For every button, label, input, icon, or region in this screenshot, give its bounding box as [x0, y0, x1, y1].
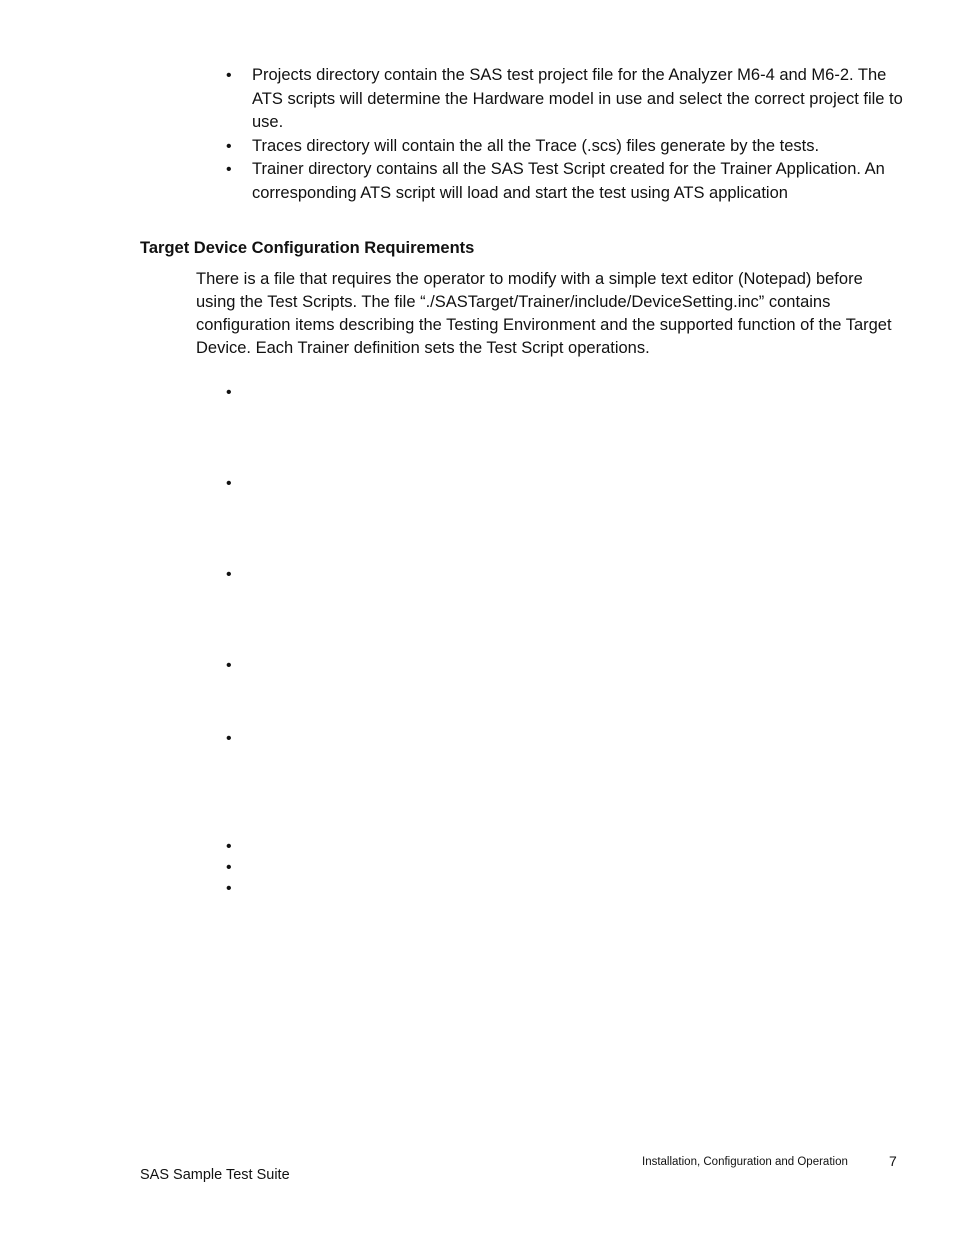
empty-bullet-marker: • [226, 859, 232, 876]
empty-bullet-marker: • [226, 838, 232, 855]
empty-bullet-marker: • [226, 880, 232, 897]
directory-bullet-list [226, 64, 906, 205]
empty-bullet-marker: • [226, 384, 232, 401]
list-item [226, 64, 906, 135]
list-item-text: Projects directory contain the SAS test project file for the Analyzer M6-4 and M6-2. The ATS scripts will determine the Hardware model in use and select the correct project file to use. [252, 66, 903, 131]
empty-bullet-marker: • [226, 566, 232, 583]
list-item-text: Traces directory will contain the all the Trace (.scs) files generate by the tests. [252, 136, 820, 155]
footer-section-title: Installation, Configuration and Operation [642, 1156, 848, 1168]
bullet-marker: • [226, 137, 232, 155]
section-heading: Target Device Configuration Requirements [140, 239, 475, 257]
empty-bullet-marker: • [226, 657, 232, 674]
footer-document-title: SAS Sample Test Suite [140, 1167, 290, 1183]
section-paragraph: There is a file that requires the operator to modify with a simple text editor (Notepad) before using the Test Scripts. The file “./SASTarget/Trainer/include/DeviceSetting.inc” contains configuration items describing the Testing Environment and the supported function of the Target Device. Each Trainer definition sets the Test Script operations. [196, 270, 892, 357]
list-item [226, 135, 906, 159]
page-number: 7 [889, 1153, 897, 1169]
bullet-marker: • [226, 67, 232, 84]
list-item [226, 158, 906, 205]
list-item-text: Trainer directory contains all the SAS Test Script created for the Trainer Application. An corresponding ATS script will load and start the test using ATS application [252, 160, 885, 202]
empty-bullet-marker: • [226, 730, 232, 747]
bullet-marker: • [226, 161, 232, 178]
empty-bullet-marker: • [226, 475, 232, 492]
